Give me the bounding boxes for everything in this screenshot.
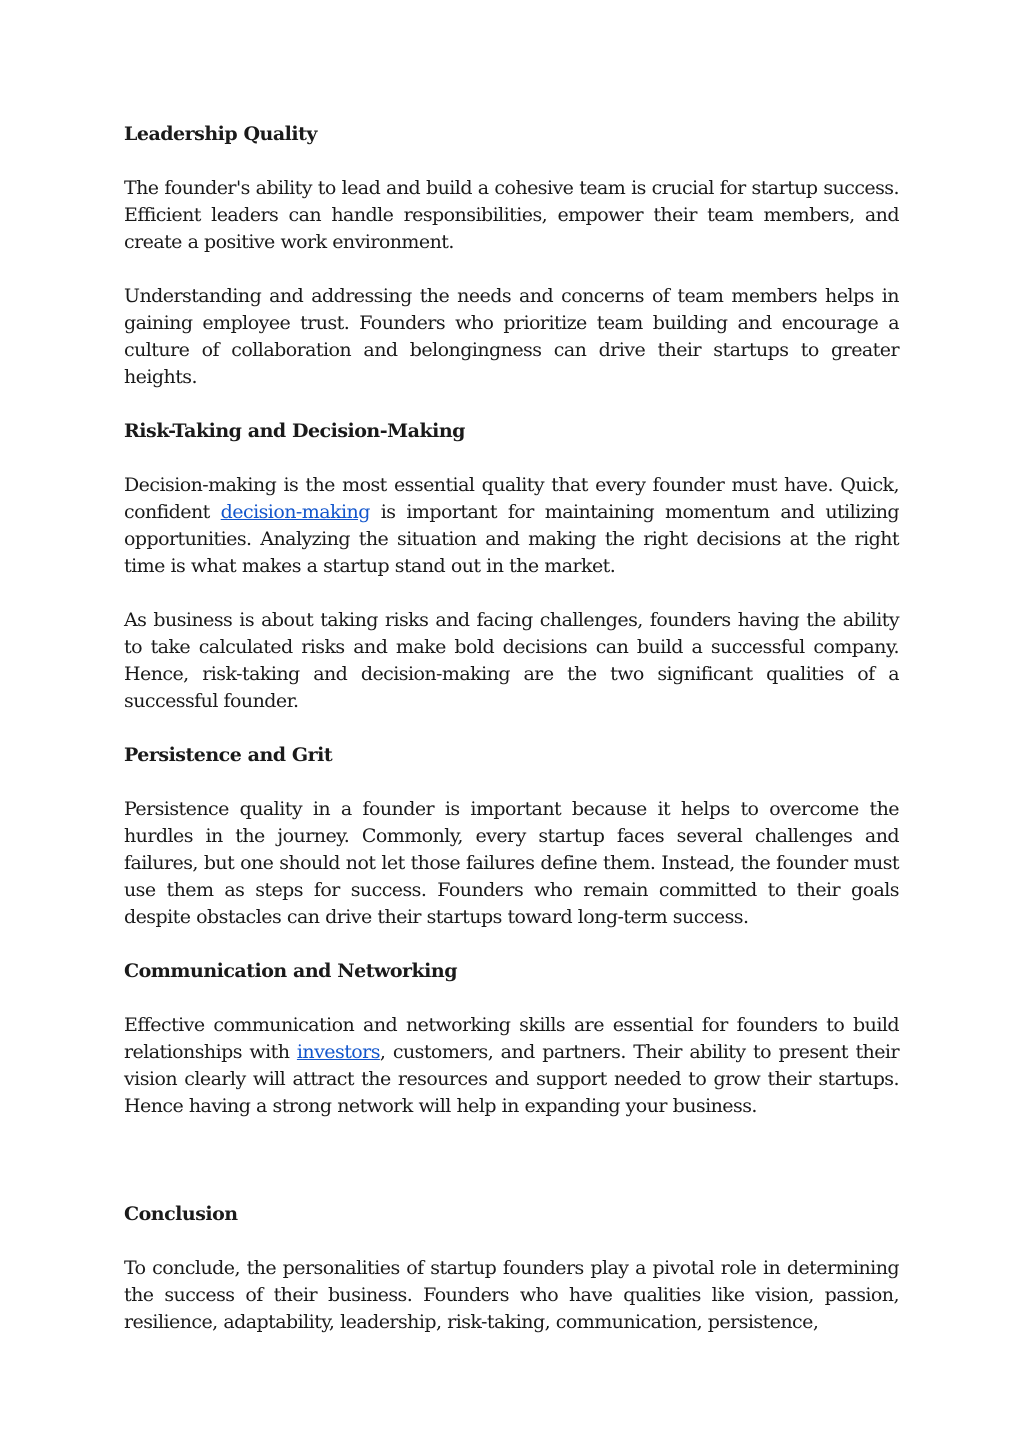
heading-communication: Communication and Networking <box>124 960 458 982</box>
paragraph-communication-1-text-b: , customers, and partners. Their ability to present their vision clearly will attract the resources and support needed to grow their startups. Hence having a strong network will help in expanding your business. <box>124 1041 899 1117</box>
paragraph-leadership-1: The founder's ability to lead and build a cohesive team is crucial for startup success. Efficient leaders can handle responsibilities, empower their team members, and create a positive work environment. <box>124 177 899 253</box>
document-page <box>124 108 899 1363</box>
paragraph-risk-1 <box>124 472 899 580</box>
paragraph-risk-1-text-a: Decision-making is the most essential quality that every founder must have. Quick, confident <box>124 474 899 523</box>
paragraph-risk-2: As business is about taking risks and facing challenges, founders having the ability to take calculated risks and make bold decisions can build a successful company. Hence, risk-taking and decision-making are the two significant qualities of a successful founder. <box>124 609 899 712</box>
blank-spacer <box>124 1147 899 1201</box>
paragraph-leadership-2: Understanding and addressing the needs and concerns of team members helps in gaining employee trust. Founders who prioritize team building and encourage a culture of collaboration and belongingness can drive their startups to greater heights. <box>124 285 899 388</box>
paragraph-conclusion-1: To conclude, the personalities of startup founders play a pivotal role in determining the success of their business. Founders who have qualities like vision, passion, resilience, adaptability, leadership, risk-taking, communication, persistence, <box>124 1257 899 1333</box>
heading-persistence: Persistence and Grit <box>124 744 333 766</box>
paragraph-persistence-1: Persistence quality in a founder is important because it helps to overcome the hurdles in the journey. Commonly, every startup faces several challenges and failures, but one should not let those failures define them. Instead, the founder must use them as steps for success. Founders who remain committed to their goals despite obstacles can drive their startups toward long-term success. <box>124 798 899 928</box>
investors-link[interactable]: investors <box>296 1041 380 1063</box>
heading-conclusion: Conclusion <box>124 1203 238 1225</box>
paragraph-communication-1-text-a: Effective communication and networking skills are essential for founders to build relationships with <box>124 1014 899 1063</box>
heading-risk-taking: Risk-Taking and Decision-Making <box>124 420 465 442</box>
heading-leadership-quality: Leadership Quality <box>124 123 317 145</box>
paragraph-communication-1 <box>124 1012 899 1120</box>
decision-making-link[interactable]: decision-making <box>220 501 370 523</box>
paragraph-risk-1-text-b: is important for maintaining momentum and utilizing opportunities. Analyzing the situation and making the right decisions at the right time is what makes a startup stand out in the market. <box>124 501 899 577</box>
